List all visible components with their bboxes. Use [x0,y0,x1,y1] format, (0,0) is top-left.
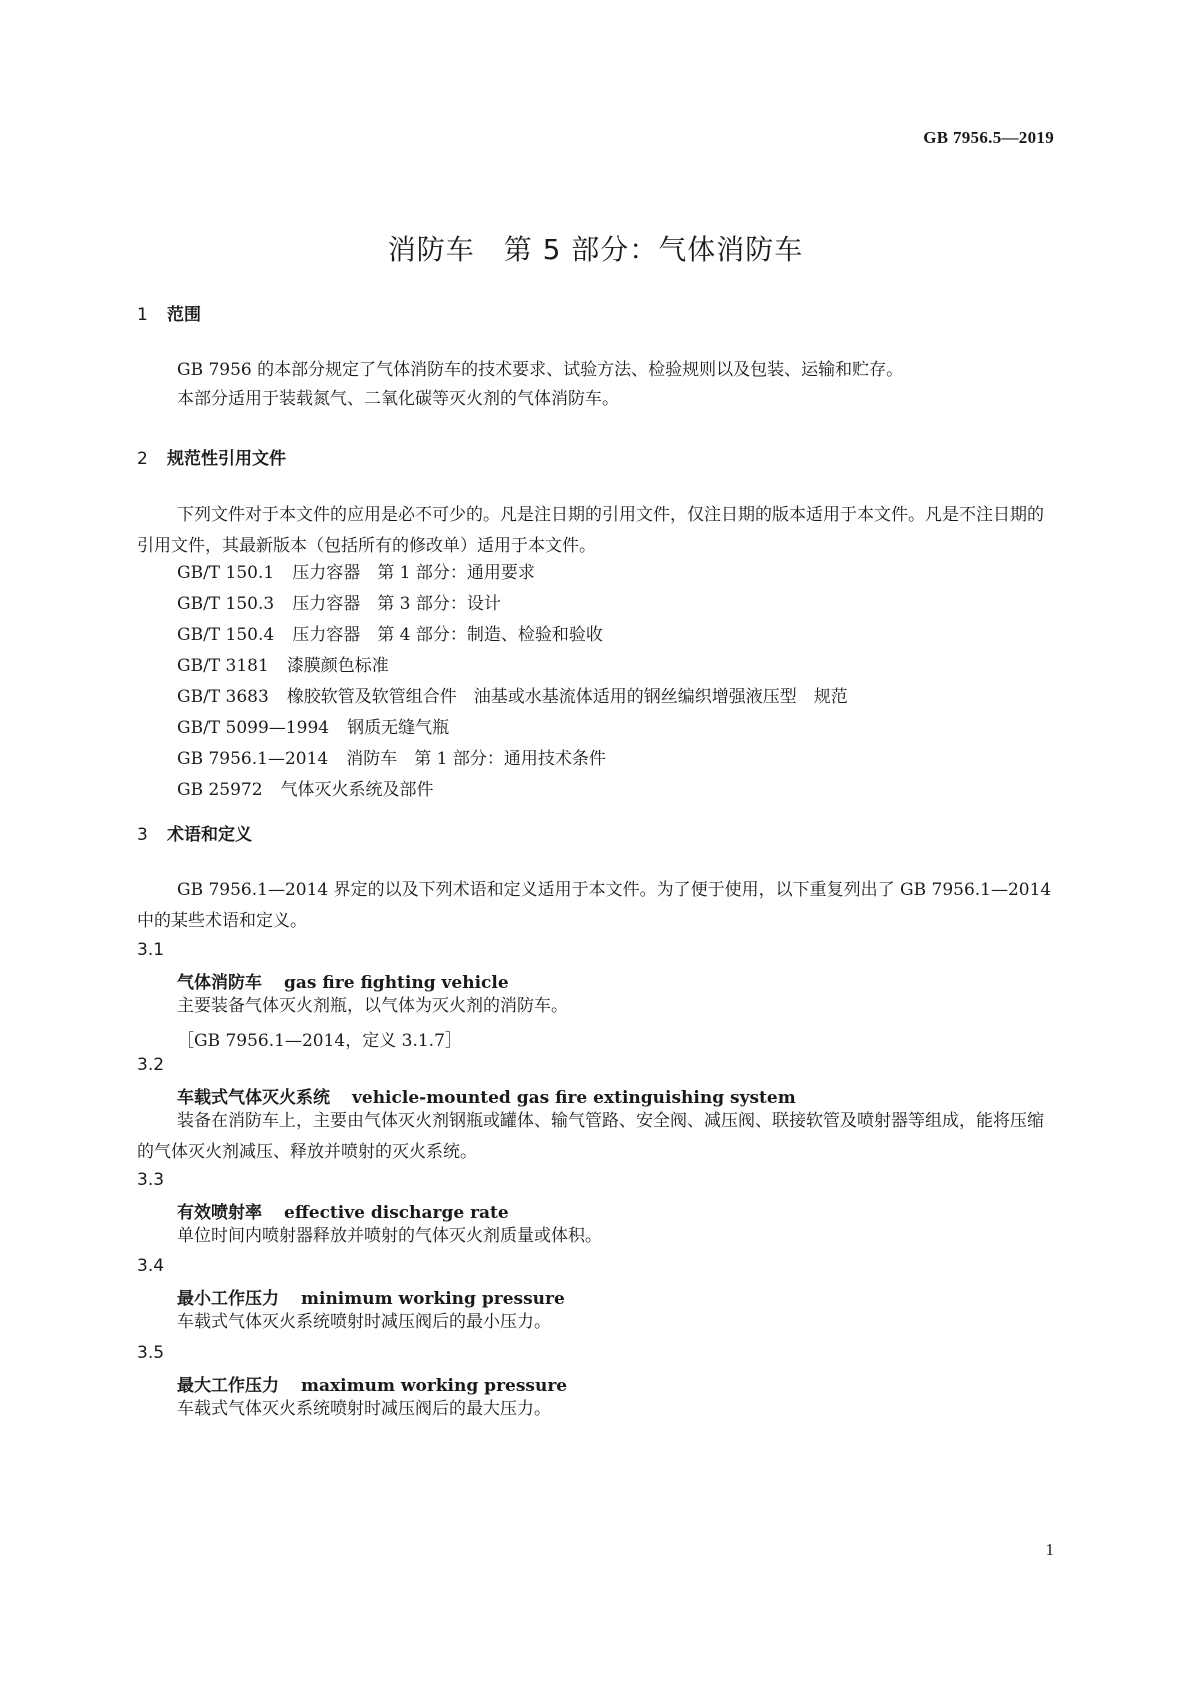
reference-code: GB/T 150.3 [177,594,275,614]
reference-code: GB 7956.1—2014 [177,749,329,769]
term-source: ［GB 7956.1—2014，定义 3.1.7］ [177,1031,462,1051]
term-definition: 车载式气体灭火系统喷射时减压阀后的最大压力。 [177,1399,551,1419]
reference-title: 压力容器 第 1 部分：通用要求 [292,563,535,583]
term-name-en: minimum working pressure [301,1289,565,1309]
paragraph: GB 7956.1—2014 界定的以及下列术语和定义适用于本文件。为了便于使用，以下重复列出了 GB 7956.1—2014 中的某些术语和定义。 [137,880,1052,931]
term-heading [177,968,509,993]
reference-code: GB/T 150.1 [177,563,275,583]
reference-title: 消防车 第 1 部分：通用技术条件 [346,749,606,769]
reference-item [177,744,1057,775]
reference-title: 橡胶软管及软管组合件 油基或水基流体适用的钢丝编织增强液压型 规范 [286,687,848,707]
reference-code: GB/T 5099—1994 [177,718,330,738]
reference-title: 气体灭火系统及部件 [280,780,434,800]
term-name-en: gas fire fighting vehicle [284,973,509,993]
term-number: 3.5 [137,1343,165,1363]
term-name-zh: 气体消防车 [177,973,262,993]
term-definition: 主要装备气体灭火剂瓶，以气体为灭火剂的消防车。 [177,996,568,1016]
term-number: 3.2 [137,1055,165,1075]
section-number: 1 [137,305,148,325]
paragraph: 本部分适用于装载氮气、二氧化碳等灭火剂的气体消防车。 [177,389,619,409]
section-heading-normative-references [137,444,286,469]
section-number: 3 [137,825,148,845]
reference-item [177,651,1057,682]
paragraph: 下列文件对于本文件的应用是必不可少的。凡是注日期的引用文件，仅注日期的版本适用于本文件。凡是不注日期的引用文件，其最新版本（包括所有的修改单）适用于本文件。 [137,505,1044,556]
term-name-en: maximum working pressure [301,1376,568,1396]
term-number: 3.3 [137,1170,165,1190]
term-name-zh: 最大工作压力 [177,1376,279,1396]
reference-code: GB/T 3683 [177,687,269,707]
section-heading-scope [137,300,201,325]
term-name-zh: 有效喷射率 [177,1203,262,1223]
term-number: 3.1 [137,940,165,960]
document-title: 消防车 第 5 部分：气体消防车 [387,233,804,266]
term-heading [177,1198,509,1223]
reference-list [177,558,1057,806]
term-heading [177,1371,567,1396]
reference-title: 漆膜颜色标准 [286,656,389,676]
reference-code: GB 25972 [177,780,263,800]
section-title: 规范性引用文件 [167,449,286,469]
term-definition: 装备在消防车上，主要由气体灭火剂钢瓶或罐体、输气管路、安全阀、减压阀、联接软管及喷射器等组成，能将压缩的气体灭火剂减压、释放并喷射的灭火系统。 [137,1111,1044,1162]
reference-item [177,775,1057,806]
term-name-zh: 最小工作压力 [177,1289,279,1309]
standard-number: GB 7956.5—2019 [923,128,1054,147]
reference-title: 压力容器 第 3 部分：设计 [292,594,501,614]
reference-title: 钢质无缝气瓶 [347,718,450,738]
reference-item [177,558,1057,589]
term-name-zh: 车载式气体灭火系统 [177,1088,330,1108]
term-number: 3.4 [137,1256,165,1276]
term-name-en: vehicle-mounted gas fire extinguishing system [352,1088,796,1108]
term-name-en: effective discharge rate [284,1203,509,1223]
section-title: 术语和定义 [167,825,252,845]
reference-code: GB/T 3181 [177,656,269,676]
term-definition: 车载式气体灭火系统喷射时减压阀后的最小压力。 [177,1312,551,1332]
reference-title: 压力容器 第 4 部分：制造、检验和验收 [292,625,603,645]
section-number: 2 [137,449,148,469]
section-title: 范围 [167,305,201,325]
term-heading [177,1083,796,1108]
term-heading [177,1284,565,1309]
page-number: 1 [1045,1540,1054,1559]
section-heading-terms-definitions [137,820,252,845]
reference-item [177,589,1057,620]
reference-item [177,713,1057,744]
reference-item [177,682,1057,713]
paragraph: GB 7956 的本部分规定了气体消防车的技术要求、试验方法、检验规则以及包装、运输和贮存。 [177,360,904,380]
reference-code: GB/T 150.4 [177,625,275,645]
term-definition: 单位时间内喷射器释放并喷射的气体灭火剂质量或体积。 [177,1226,602,1246]
reference-item [177,620,1057,651]
